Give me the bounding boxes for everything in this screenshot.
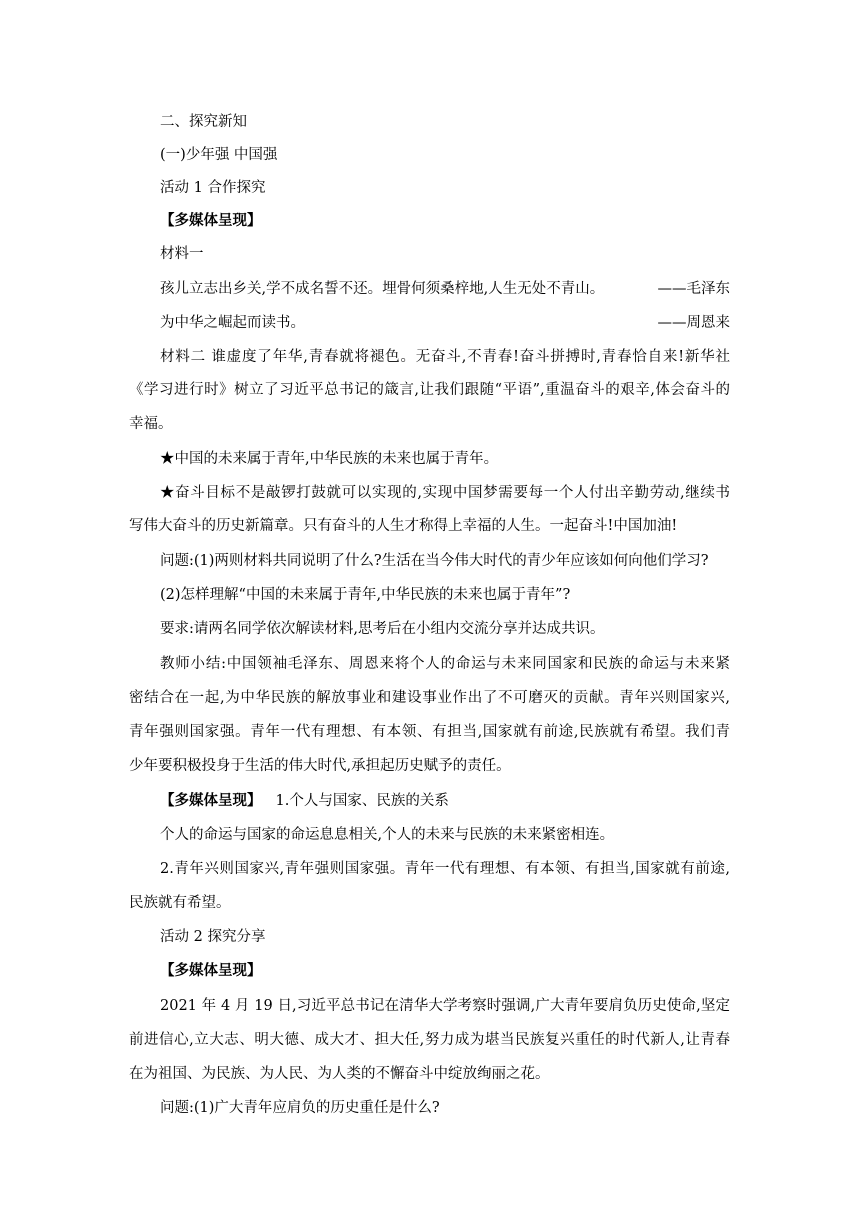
- quote-2-author: ——周恩来: [657, 315, 730, 331]
- quote-1-text: 孩儿立志出乡关,学不成名誓不还。埋骨何须桑梓地,人生无处不青山。: [160, 281, 605, 297]
- subsection-heading: (一)少年强 中国强: [160, 147, 278, 163]
- summary-line: 青年强则国家强。青年一代有理想、有本领、有担当,国家就有前途,民族就有希望。我们青: [129, 724, 730, 740]
- requirement-text: 要求:请两名同学依次解读材料,思考后在小组内交流分享并达成共识。: [160, 621, 605, 637]
- material-2-line: 《学习进行时》树立了习近平总书记的箴言,让我们跟随“平语”,重温奋斗的艰辛,体会奋斗的: [129, 382, 730, 398]
- section-heading: 二、探究新知: [160, 114, 247, 130]
- quote-2: [160, 313, 730, 333]
- star-statement-2-line: 写伟大奋斗的历史新篇章。只有奋斗的人生才称得上幸福的人生。一起奋斗!中国加油!: [129, 518, 678, 534]
- key-point-1-body: 个人的命运与国家的命运息息相关,个人的未来与民族的未来紧密相连。: [160, 827, 615, 843]
- activity-1-title: 活动 1 合作探究: [160, 180, 266, 196]
- multimedia-label: 【多媒体呈现】: [160, 962, 262, 979]
- star-statement-1: ★中国的未来属于青年,中华民族的未来也属于青年。: [160, 451, 499, 467]
- key-point-2-line: 民族就有希望。: [129, 895, 231, 911]
- activity-2-title: 活动 2 探究分享: [160, 929, 266, 945]
- news-line: 在为祖国、为民族、为人民、为人类的不懈奋斗中绽放绚丽之花。: [129, 1066, 550, 1082]
- material-2-line: 材料二 谁虚度了年华,青春就将褪色。无奋斗,不青春!奋斗拼搏时,青春恰自来!新华社: [160, 349, 730, 365]
- star-statement-2-line: ★奋斗目标不是敲锣打鼓就可以实现的,实现中国梦需要每一个人付出辛勤劳动,继续书: [160, 485, 730, 501]
- key-point-1-title: 1.个人与国家、民族的关系: [275, 793, 449, 809]
- quote-1: [160, 279, 730, 299]
- key-point-2-line: 2.青年兴则国家兴,青年强则国家强。青年一代有理想、有本领、有担当,国家就有前途,: [160, 861, 730, 877]
- material-2-line: 幸福。: [129, 416, 173, 432]
- summary-line: 密结合在一起,为中华民族的解放事业和建设事业作出了不可磨灭的贡献。青年兴则国家兴,: [129, 690, 730, 706]
- quote-1-author: ——毛泽东: [657, 281, 730, 297]
- key-point-1-heading: [160, 791, 761, 811]
- summary-line: 少年要积极投身于生活的伟大时代,承担起历史赋予的责任。: [129, 758, 511, 774]
- question-2: (2)怎样理解“中国的未来属于青年,中华民族的未来也属于青年”?: [160, 587, 571, 603]
- quote-2-text: 为中华之崛起而读书。: [160, 315, 305, 331]
- material-1-label: 材料一: [160, 246, 204, 262]
- news-line: 前进信心,立大志、明大德、成大才、担大任,努力成为堪当民族复兴重任的时代新人,让青春: [129, 1032, 730, 1048]
- news-line: 2021 年 4 月 19 日,习近平总书记在清华大学考察时强调,广大青年要肩负历史使命,坚定: [160, 998, 730, 1014]
- multimedia-label: 【多媒体呈现】: [160, 792, 262, 809]
- question-3: 问题:(1)广大青年应肩负的历史重任是什么?: [160, 1100, 440, 1116]
- multimedia-label: 【多媒体呈现】: [160, 212, 262, 229]
- summary-line: 教师小结:中国领袖毛泽东、周恩来将个人的命运与未来同国家和民族的命运与未来紧: [160, 656, 730, 672]
- question-1: 问题:(1)两则材料共同说明了什么?生活在当今伟大时代的青少年应该如何向他们学习?: [160, 553, 709, 569]
